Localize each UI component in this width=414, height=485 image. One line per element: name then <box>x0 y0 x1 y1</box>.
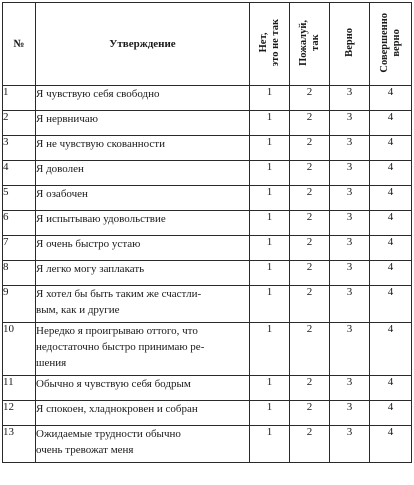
answer-option-3: 3 <box>330 161 370 186</box>
row-number: 9 <box>3 286 36 323</box>
answer-option-4: 4 <box>370 261 412 286</box>
row-number: 7 <box>3 236 36 261</box>
answer-option-1: 1 <box>250 426 290 463</box>
table-row <box>3 236 412 261</box>
answer-option-3: 3 <box>330 376 370 401</box>
answer-option-1: 1 <box>250 236 290 261</box>
statement-text: Я озабочен <box>36 186 250 211</box>
table-row <box>3 161 412 186</box>
answer-option-2: 2 <box>290 111 330 136</box>
answer-option-3: 3 <box>330 86 370 111</box>
answer-option-3: 3 <box>330 136 370 161</box>
answer-option-3: 3 <box>330 323 370 376</box>
answer-option-2: 2 <box>290 261 330 286</box>
answer-option-3: 3 <box>330 111 370 136</box>
table-row <box>3 136 412 161</box>
answer-option-2: 2 <box>290 286 330 323</box>
answer-option-3: 3 <box>330 186 370 211</box>
answer-option-3: 3 <box>330 401 370 426</box>
statement-text: Я испытываю удовольствие <box>36 211 250 236</box>
answer-option-3: 3 <box>330 236 370 261</box>
table-row <box>3 426 412 463</box>
row-number: 13 <box>3 426 36 463</box>
answer-option-1: 1 <box>250 136 290 161</box>
answer-option-1: 1 <box>250 86 290 111</box>
header-option-no <box>250 3 290 86</box>
answer-option-2: 2 <box>290 211 330 236</box>
statement-text: Я не чувствую скованности <box>36 136 250 161</box>
row-number: 6 <box>3 211 36 236</box>
statement-text: Нередко я проигрываю оттого, что недостаточно быстро принимаю ре- шения <box>36 323 250 376</box>
header-option-absolutely <box>370 3 412 86</box>
answer-option-1: 1 <box>250 186 290 211</box>
answer-option-2: 2 <box>290 376 330 401</box>
table-row <box>3 261 412 286</box>
row-number: 11 <box>3 376 36 401</box>
answer-option-3: 3 <box>330 211 370 236</box>
row-number: 12 <box>3 401 36 426</box>
row-number: 4 <box>3 161 36 186</box>
statement-text: Я очень быстро устаю <box>36 236 250 261</box>
row-number: 5 <box>3 186 36 211</box>
answer-option-1: 1 <box>250 261 290 286</box>
answer-option-3: 3 <box>330 426 370 463</box>
table-row <box>3 401 412 426</box>
answer-option-4: 4 <box>370 401 412 426</box>
answer-option-4: 4 <box>370 86 412 111</box>
answer-option-4: 4 <box>370 323 412 376</box>
answer-option-4: 4 <box>370 111 412 136</box>
table-row <box>3 323 412 376</box>
answer-option-2: 2 <box>290 401 330 426</box>
answer-option-2: 2 <box>290 236 330 261</box>
statement-text: Я легко могу заплакать <box>36 261 250 286</box>
questionnaire-table <box>2 2 412 463</box>
statement-text: Я спокоен, хладнокровен и собран <box>36 401 250 426</box>
header-option-absolutely-label: Совершенно верно <box>378 12 402 73</box>
header-row <box>3 3 412 86</box>
statement-text: Я нервничаю <box>36 111 250 136</box>
row-number: 1 <box>3 86 36 111</box>
header-option-true-label: Верно <box>343 28 355 57</box>
answer-option-4: 4 <box>370 286 412 323</box>
header-option-maybe-label: Пожалуй, так <box>297 19 321 66</box>
answer-option-3: 3 <box>330 286 370 323</box>
row-number: 10 <box>3 323 36 376</box>
table-row <box>3 86 412 111</box>
answer-option-4: 4 <box>370 211 412 236</box>
answer-option-4: 4 <box>370 376 412 401</box>
statement-text: Я чувствую себя свободно <box>36 86 250 111</box>
header-option-maybe <box>290 3 330 86</box>
header-statement: Утверждение <box>36 3 250 86</box>
answer-option-1: 1 <box>250 323 290 376</box>
statement-text: Я доволен <box>36 161 250 186</box>
table-row <box>3 211 412 236</box>
table-row <box>3 186 412 211</box>
statement-text: Ожидаемые трудности обычно очень тревожат меня <box>36 426 250 463</box>
row-number: 3 <box>3 136 36 161</box>
answer-option-1: 1 <box>250 211 290 236</box>
row-number: 8 <box>3 261 36 286</box>
answer-option-1: 1 <box>250 286 290 323</box>
answer-option-3: 3 <box>330 261 370 286</box>
row-number: 2 <box>3 111 36 136</box>
answer-option-2: 2 <box>290 136 330 161</box>
table-row <box>3 286 412 323</box>
answer-option-2: 2 <box>290 426 330 463</box>
header-option-true <box>330 3 370 86</box>
answer-option-2: 2 <box>290 323 330 376</box>
statement-text: Обычно я чувствую себя бодрым <box>36 376 250 401</box>
answer-option-1: 1 <box>250 111 290 136</box>
answer-option-2: 2 <box>290 86 330 111</box>
answer-option-4: 4 <box>370 186 412 211</box>
answer-option-1: 1 <box>250 161 290 186</box>
table-row <box>3 376 412 401</box>
header-number: № <box>3 3 36 86</box>
header-option-no-label: Нет, это не так <box>257 18 281 67</box>
table-row <box>3 111 412 136</box>
answer-option-1: 1 <box>250 401 290 426</box>
answer-option-4: 4 <box>370 426 412 463</box>
answer-option-4: 4 <box>370 236 412 261</box>
answer-option-1: 1 <box>250 376 290 401</box>
answer-option-4: 4 <box>370 161 412 186</box>
answer-option-2: 2 <box>290 186 330 211</box>
answer-option-2: 2 <box>290 161 330 186</box>
answer-option-4: 4 <box>370 136 412 161</box>
statement-text: Я хотел бы быть таким же счастли- вым, как и другие <box>36 286 250 323</box>
